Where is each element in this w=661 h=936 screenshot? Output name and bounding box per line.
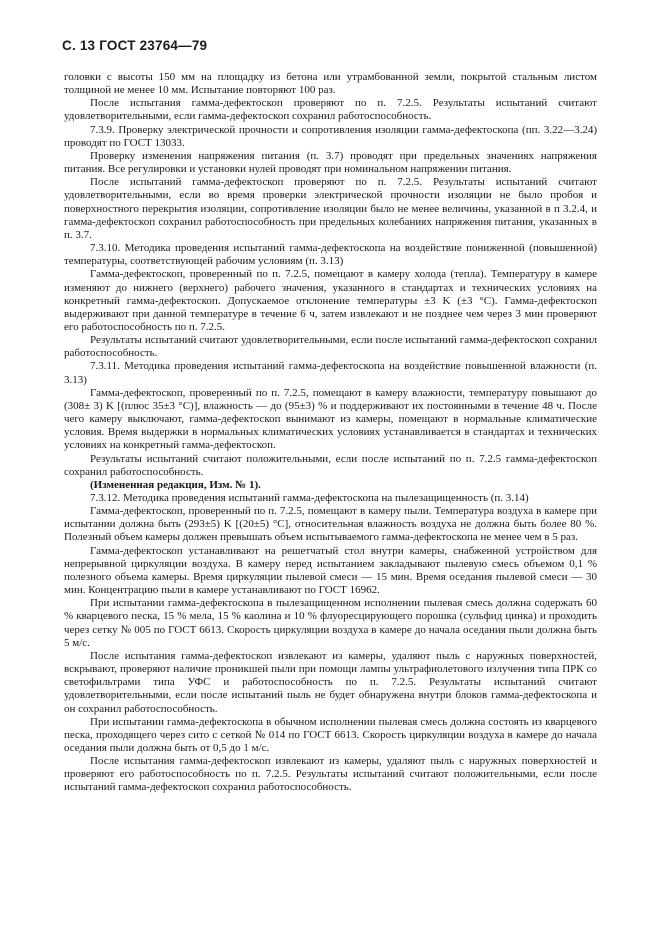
clause-7-3-11: 7.3.11. Методика проведения испытаний гамма-дефектоскопа на воздействие повышенной влажности (п. 3.13) <box>64 360 597 386</box>
page-header: С. 13 ГОСТ 23764—79 <box>62 38 208 53</box>
paragraph: Результаты испытаний считают положительными, если после испытаний по п. 7.2.5 гамма-дефектоскоп сохранил работоспособность. <box>64 452 597 478</box>
paragraph: Гамма-дефектоскоп устанавливают на решетчатый стол внутри камеры, снабженной устройством для непрерывной циркуляции воздуха. В камеру перед испытанием закладывают пылевую смесь объемом 0,1 % полезного объема камеры. Время циркуляции пылевой смеси — 15 мин. Время оседания пылевой смеси — 30 мин. Концентрацию пыли в камере устанавливают по ГОСТ 16962. <box>64 544 597 597</box>
paragraph: После испытаний гамма-дефектоскоп проверяют по п. 7.2.5. Результаты испытаний считают удовлетворительными, если во время проверки электрической прочности изоляции не было пробоя и поверхностного перекрытия изоляции, сопротивление изоляции было не менее величины, указанной в п 3.2.4, и гамма-дефектоскоп сохранил работоспособность при предельных колебаниях напряжения питания, указанных в п. 3.7. <box>64 176 597 241</box>
paragraph: При испытании гамма-дефектоскопа в обычном исполнении пылевая смесь должна состоять из кварцевого песка, проходящего через сито с сеткой № 014 по ГОСТ 6613. Скорость циркуляции воздуха в камере до начала оседания пыли должна быть от 0,5 до 1 м/с. <box>64 715 597 754</box>
paragraph: Гамма-дефектоскоп, проверенный по п. 7.2.5, помещают в камеру пыли. Температура воздуха в камере при испытании должна быть (293±5) K [(20±5) °С], относительная влажность воздуха не должна быть более 80 %. Полезный объем камеры должен превышать объем испытываемого гамма-дефектоскопа не менее чем в 5 раз. <box>64 505 597 544</box>
document-body <box>64 71 597 795</box>
clause-7-3-12: 7.3.12. Методика проведения испытаний гамма-дефектоскопа на пылезащищенность (п. 3.14) <box>90 492 529 504</box>
paragraph: После испытания гамма-дефектоскоп извлекают из камеры, удаляют пыль с наружных поверхностей и проверяют его работоспособность по п. 7.2.5. Результаты испытаний считают положительными, если после испытаний гамма-дефектоскоп сохранил работоспособность. <box>64 755 597 794</box>
paragraph: Гамма-дефектоскоп, проверенный по п. 7.2.5, помещают в камеру влажности, температуру повышают до (308± 3) K [(плюс 35±3 °С)], влажность — до (95±3) % и поддерживают их постоянными в течение 48 ч. После чего камеру выключают, гамма-дефектоскоп вынимают из камеры, помещают в нормальные климатические условия. Время выдержки в нормальных климатических условиях устанавливается в стандартах и технических условиях на конкретный гамма-дефектоскоп. <box>64 386 597 452</box>
clause-7-3-9: 7.3.9. Проверку электрической прочности и сопротивления изоляции гамма-дефектоскопа (пп. 3.22—3.24) проводят по ГОСТ 13033. <box>64 123 597 149</box>
paragraph: При испытании гамма-дефектоскопа в пылезащищенном исполнении пылевая смесь должна содержать 60 % кварцевого песка, 15 % мела, 15 % каолина и 10 % флуоресцирующего порошка (сульфид цинка) и проходить через сетку № 005 по ГОСТ 6613. Скорость циркуляции воздуха в камере до начала оседания пыли должна быть 5 м/с. <box>64 597 597 649</box>
paragraph: После испытания гамма-дефектоскоп проверяют по п. 7.2.5. Результаты испытаний считают удовлетворительными, если гамма-дефектоскоп сохранил работоспособность. <box>64 97 597 123</box>
amendment-note: (Измененная редакция, Изм. № 1). <box>90 478 261 491</box>
clause-7-3-10: 7.3.10. Методика проведения испытаний гамма-дефектоскопа на воздействие пониженной (повышенной) температуры, соответствующей рабочим условиям (п. 3.13) <box>64 242 597 268</box>
paragraph: Проверку изменения напряжения питания (п. 3.7) проводят при предельных значениях напряжения питания. Все регулировки и установки нулей проводят при номинальном напряжении питания. <box>64 149 597 176</box>
paragraph: После испытания гамма-дефектоскоп извлекают из камеры, удаляют пыль с наружных поверхностей, вскрывают, проверяют наличие проникшей пыли при помощи лампы ультрафиолетового излучения типа ПРК со светофильтрами типа УФС и работоспособность по п. 7.2.5. Результаты испытаний считают удовлетворительными, если после испытаний пыль не будет обнаружена внутри блоков гамма-дефектоскопа и он сохранил работоспособность. <box>64 649 597 715</box>
paragraph: Результаты испытаний считают удовлетворительными, если после испытаний гамма-дефектоскоп сохранил работоспособность. <box>64 334 597 360</box>
paragraph-continuation: головки с высоты 150 мм на площадку из бетона или утрамбованной земли, покрытой стальным листом толщиной не менее 10 мм. Испытание повторяют 100 раз. <box>64 71 597 97</box>
paragraph: Гамма-дефектоскоп, проверенный по п. 7.2.5, помещают в камеру холода (тепла). Температуру в камере изменяют до нижнего (верхнего) рабочего значения, указанного в стандартах и технических условиях на конкретный гамма-дефектоскоп. Допускаемое отклонение температуры ±3 K (±3 °С). Гамма-дефектоскоп выдерживают при данной температуре в течение 6 ч, затем извлекают и не позднее чем через 3 мин проверяют его работоспособность по п. 7.2.5. <box>64 268 597 333</box>
